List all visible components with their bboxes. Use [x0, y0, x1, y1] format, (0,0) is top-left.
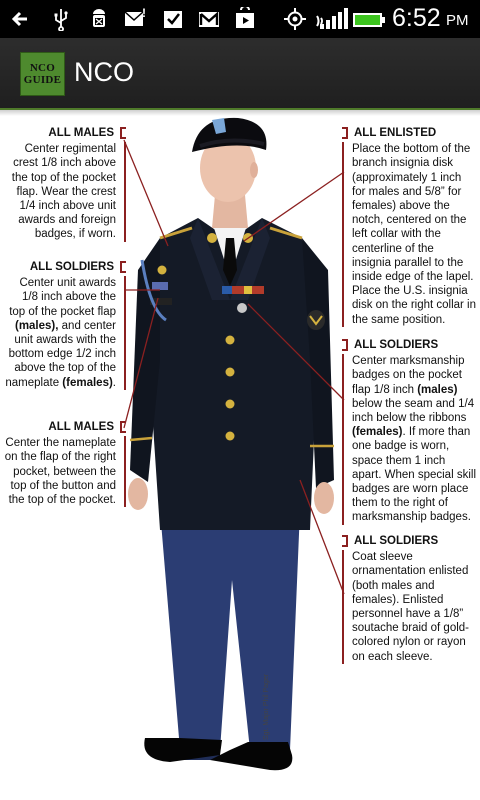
- status-bar: [0, 0, 480, 38]
- app-title: NCO: [74, 57, 134, 87]
- callout-body: Coat sleeve ornamentation enlisted (both males and females). Enlisted personnel have a 1/8” soutache braid of gold-colored nylon or rayon on each sleeve.: [342, 550, 476, 664]
- logo-text-line1: NCO: [29, 62, 56, 74]
- uniform-guide-content[interactable]: [0, 110, 480, 800]
- callout-highlight: (males): [417, 383, 458, 396]
- callout-sleeve-ornamentation: [342, 534, 476, 664]
- callout-highlight: (females): [62, 376, 113, 389]
- callout-text: Center unit awards 1/8 inch above the top of the pocket flap: [9, 277, 116, 318]
- callout-bracket: [120, 261, 126, 273]
- callout-text: and center unit awards with the bottom edge 1/2 inch above the top of the nameplate: [5, 319, 116, 389]
- callout-heading: ALL SOLDIERS: [29, 261, 114, 273]
- callout-body: [342, 354, 476, 524]
- callout-text: below the seam and 1/4 inch below the ribbons: [352, 397, 475, 425]
- callout-body: Center regimental crest 1/8 inch above the top of the pocket flap. Wear the crest 1/4 inch above unit awards and foreign badges, if worn.: [4, 142, 126, 241]
- soldier-uniform-illustration: [120, 110, 350, 800]
- callout-branch-insignia: [342, 126, 476, 327]
- gmail-icon: [196, 7, 222, 31]
- back-arrow-icon: [8, 7, 34, 31]
- callout-text: Center marksmanship badges on the pocket flap 1/8 inch: [352, 355, 465, 396]
- callout-body: Center the nameplate on the flap of the right pocket, between the top of the button and the top of the pocket.: [4, 436, 126, 507]
- callout-heading: ALL ENLISTED: [354, 127, 437, 139]
- photo-credit: Sgt. Major Phil Pager: [263, 673, 270, 740]
- callout-highlight: (females): [352, 426, 403, 439]
- logo-text-line2: GUIDE: [23, 74, 62, 86]
- usb-icon: [48, 7, 74, 31]
- callout-bracket: [342, 535, 348, 547]
- callout-highlight: (males),: [14, 319, 59, 332]
- app-logo[interactable]: [20, 52, 65, 96]
- svg-text:!: !: [142, 7, 146, 20]
- callout-heading: ALL MALES: [48, 127, 114, 139]
- callout-text: . If more than one badge is worn, space them 1 inch apart. When special skill badges are worn place them to the right of marksmanship badges.: [352, 426, 476, 524]
- callout-regimental-crest: [4, 126, 126, 242]
- callout-body: [4, 276, 126, 390]
- callout-body: Place the bottom of the branch insignia disk (approximately 1 inch for males and 5/8” for females) above the notch, centered on the left collar with the centerline of the insignia parallel to the inside edge of the lapel. Place the U.S. insignia disk on the right collar in the same position.: [342, 142, 476, 327]
- android-debug-icon: [86, 7, 112, 31]
- callout-heading: ALL SOLDIERS: [354, 535, 439, 547]
- email-notification-icon: [122, 7, 148, 31]
- callout-bracket: [342, 127, 348, 139]
- battery-icon: [352, 7, 386, 31]
- callout-heading: ALL MALES: [48, 421, 114, 433]
- callout-heading: ALL SOLDIERS: [354, 339, 439, 351]
- gps-icon: [282, 7, 308, 31]
- callout-bracket: [120, 127, 126, 139]
- checkbox-task-icon: [160, 7, 186, 31]
- action-bar: [0, 38, 480, 110]
- callout-text: .: [112, 376, 116, 389]
- callout-bracket: [342, 339, 348, 351]
- clock-ampm: PM: [446, 12, 469, 29]
- clock-time: 6:52: [392, 4, 441, 32]
- callout-unit-awards: [4, 260, 126, 390]
- play-store-icon: [232, 7, 258, 31]
- callout-marksmanship-badges: [342, 338, 476, 525]
- callout-bracket: [120, 421, 126, 433]
- signal-icon: [318, 7, 348, 31]
- callout-nameplate: [4, 420, 126, 507]
